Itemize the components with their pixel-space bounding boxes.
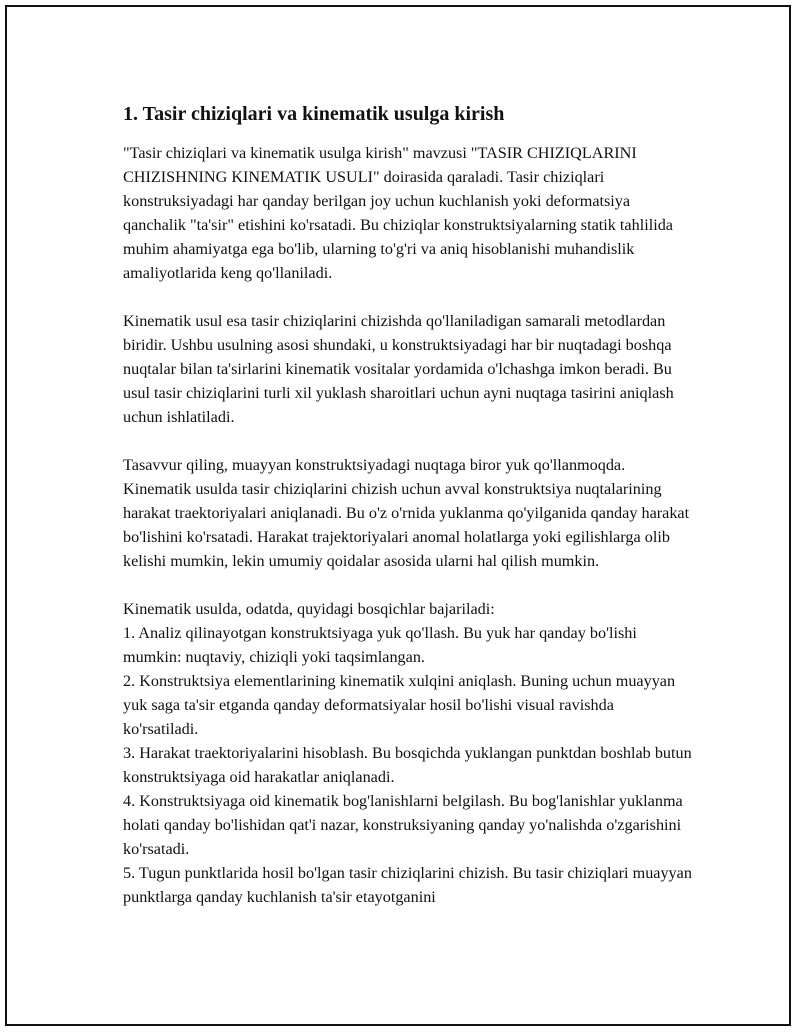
step-item: 5. Tugun punktlarida hosil bo'lgan tasir chiziqlarini chizish. Bu tasir chiziqlari muayyan punktlarga qanday kuchlanish ta'sir etayotganini — [123, 864, 692, 906]
section-heading: 1. Tasir chiziqlari va kinematik usulga kirish — [123, 103, 505, 125]
steps-intro: Kinematik usulda, odatda, quyidagi bosqichlar bajariladi: — [123, 600, 495, 618]
document-page — [5, 5, 791, 1026]
step-item: 3. Harakat traektoriyalarini hisoblash. Bu bosqichda yuklangan punktdan boshlab butun konstruktsiyaga oid harakatlar aniqlanadi. — [123, 744, 692, 786]
step-item: 4. Konstruktsiyaga oid kinematik bog'lanishlarni belgilash. Bu bog'lanishlar yuklanma holati qanday bo'lishidan qat'i nazar, konstruksiyaning qanday yo'nalishda o'zgarishini ko'rsatadi. — [123, 792, 683, 858]
step-item: 1. Analiz qilinayotgan konstruktsiyaga yuk qo'llash. Bu yuk har qanday bo'lishi mumkin: nuqtaviy, chiziqli yoki taqsimlangan. — [123, 624, 637, 666]
steps-list — [123, 621, 693, 909]
paragraph-intro: "Tasir chiziqlari va kinematik usulga kirish" mavzusi "TASIR CHIZIQLARINI CHIZISHNING KINEMATIK USULI" doirasida qaraladi. Tasir chiziqlari konstruksiyadagi har qanday berilgan joy uchun kuchlanish yoki deformatsiya qanchalik "ta'sir" etishini ko'rsatadi. Bu chiziqlar konstruktsiyalarning statik tahlilida muhim ahamiyatga ega bo'lib, ularning to'g'ri va aniq hisoblanishi muhandislik amaliyotlarida keng qo'llaniladi. — [123, 144, 673, 282]
paragraph-example: Tasavvur qiling, muayyan konstruktsiyadagi nuqtaga biror yuk qo'llanmoqda. Kinematik usulda tasir chiziqlarini chizish uchun avval konstruktsiya nuqtalarining harakat traektoriyalari aniqlanadi. Bu o'z o'rnida yuklanma qo'yilganida qanday harakat bo'lishini ko'rsatadi. Harakat trajektoriyalari anomal holatlarga yoki egilishlarga olib kelishi mumkin, lekin umumiy qoidalar asosida ularni hal qilish mumkin. — [123, 456, 690, 570]
document-content — [123, 101, 693, 909]
paragraph-kinematic-method: Kinematik usul esa tasir chiziqlarini chizishda qo'llaniladigan samarali metodlardan biridir. Ushbu usulning asosi shundaki, u konstruktsiyadagi har bir nuqtadagi boshqa nuqtalar bilan ta'sirlarini kinematik vositalar yordamida o'lchashga imkon beradi. Bu usul tasir chiziqlarini turli xil yuklash sharoitlari uchun ayni nuqtaga tasirini aniqlash uchun ishlatiladi. — [123, 312, 674, 426]
step-item: 2. Konstruktsiya elementlarining kinematik xulqini aniqlash. Buning uchun muayyan yuk saga ta'sir etganda qanday deformatsiyalar hosil bo'lishi visual ravishda ko'rsatiladi. — [123, 672, 676, 738]
